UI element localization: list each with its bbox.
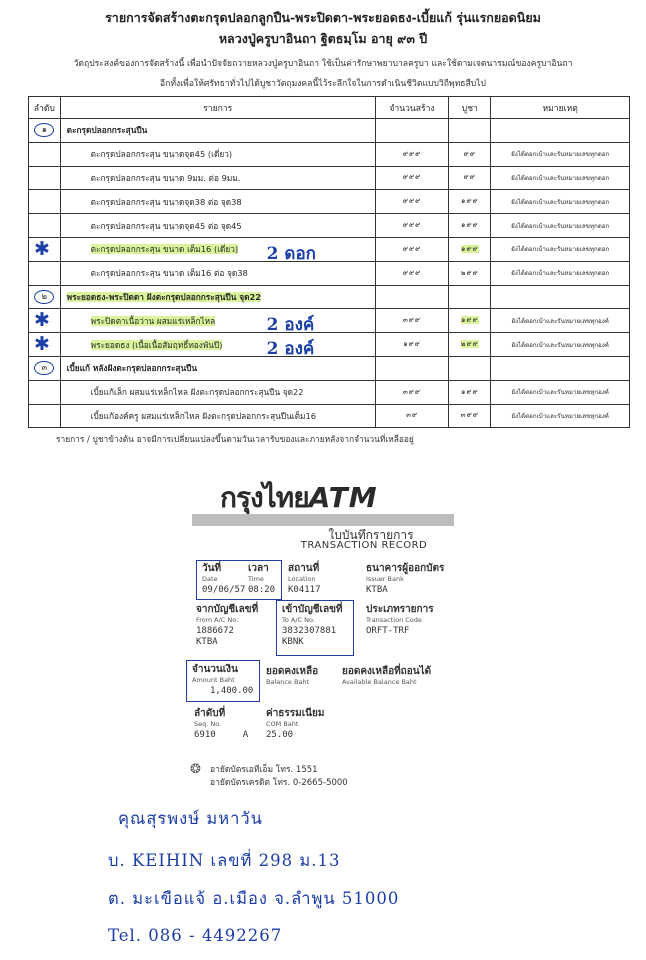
- item-name-text: พระยอดธง (เนื้อเนื้อสัมฤทธิ์ทองพันปี): [90, 339, 223, 350]
- from-label-en: From A/C No.: [196, 616, 239, 624]
- table-row: [29, 214, 630, 238]
- item-name-text: ตะกรุดปลอกกระสุน ขนาดจุด38 ต่อ จุด38: [90, 196, 242, 207]
- to-account-field: [282, 604, 343, 648]
- qty-cell: ๙๙๙: [375, 261, 449, 285]
- to-label-en: To A/C No.: [282, 616, 315, 624]
- purpose-line-1: วัตถุประสงค์ของการจัดสร้างนี้ เพื่อนำปัจจัยถวายหลวงปู่ครูบาอินถา ใช้เป็นค่ารักษาพยาบาลครูบา และใช้ตามเจตนารมณ์ของครูบาอินถา: [73, 59, 573, 69]
- qty-cell: ๓๙๙: [375, 309, 449, 333]
- seq-field: [194, 708, 248, 741]
- price-text: ๑๙๙: [460, 244, 479, 253]
- amount-label-th: จำนวนเงิน: [192, 664, 238, 675]
- qty-cell: ๙๙๙: [375, 190, 449, 214]
- from-account-value: 1886672: [196, 626, 234, 636]
- table-row: [29, 404, 630, 428]
- telephone: Tel. 086 - 4492267: [108, 926, 283, 945]
- section-row: [29, 356, 630, 380]
- note-cell: ยังได้ตอกเบ้าและรันหมายเลขทุกองค์: [491, 309, 630, 333]
- col-header-note: หมายเหตุ: [491, 97, 630, 119]
- date-value: 09/06/57: [202, 585, 246, 595]
- from-account-field: [196, 604, 258, 648]
- item-name-text: เบี้ยแก้เล็ก ผสมแร่เหล็กไหล ฝังตะกรุดปลอกกระสุนปืน จุด22: [90, 387, 304, 398]
- purpose-line-2: อีกทั้งเพื่อให้ศรัทธาทั่วไปได้บูชาวัตถุมงคลนี้ไว้ระลึกใจในการดำเนินชีวิตแบบวิถีพุทธสืบไป: [160, 79, 486, 89]
- price-cell: [449, 285, 491, 309]
- address-line-2: ต. มะเขือแจ้ อ.เมือง จ.ลำพูน 51000: [108, 889, 400, 908]
- qty-cell: ๙๙๙: [375, 214, 449, 238]
- section-row: [29, 119, 630, 143]
- item-name: [60, 237, 375, 264]
- price-text: ๒๙๙: [460, 340, 479, 349]
- title-line-2: หลวงปู่ครูบาอินถา ฐิตธมฺโม อายุ ๙๓ ปี: [218, 31, 428, 46]
- row-mark: [29, 380, 61, 404]
- note-cell: ยังได้ตอกเบ้าและรันหมายเลขทุกองค์: [491, 333, 630, 357]
- table-body: [29, 119, 630, 428]
- item-name: [60, 190, 375, 214]
- note-cell: ยังได้ตอกเบ้าและรันหมายเลขทุกดอก: [491, 237, 630, 261]
- time-value: 08:20: [248, 585, 276, 595]
- location-value: K04117: [288, 585, 321, 595]
- balance-label-en: Balance Baht: [266, 678, 310, 686]
- item-name-text: ตะกรุดปลอกกระสุน ขนาด 9มม. ต่อ 9มม.: [90, 172, 241, 183]
- issuer-value: KTBA: [366, 585, 388, 595]
- seq-code: A: [242, 730, 249, 740]
- transaction-type-field: [366, 604, 434, 637]
- issuer-label-en: Issuer Bank: [366, 575, 404, 583]
- seq-number: 6910: [194, 730, 216, 740]
- fee-value: 25.00: [266, 730, 294, 740]
- price-cell: [449, 380, 491, 404]
- receipt-title-th: ใบบันทึกรายการ: [328, 528, 414, 542]
- location-label-th: สถานที่: [288, 563, 320, 574]
- note-cell: ยังได้ตอกเบ้าและรันหมายเลขทุกองค์: [491, 404, 630, 428]
- atm-hotline: อายัดบัตรเอทีเอ็ม โทร. 1551: [210, 765, 318, 775]
- price-cell: [449, 237, 491, 261]
- to-label-th: เข้าบัญชีเลขที่: [282, 604, 343, 615]
- note-cell: [491, 356, 630, 380]
- receipt-title-en: TRANSACTION RECORD: [300, 540, 428, 551]
- date-label-en: Date: [202, 575, 218, 583]
- date-field: [202, 563, 245, 596]
- issuer-field: [366, 563, 444, 596]
- item-name-text: ตะกรุดปลอกกระสุน ขนาด เต็ม16 ต่อ จุด38: [90, 268, 248, 279]
- order-table: [28, 96, 630, 428]
- item-name: [60, 166, 375, 190]
- row-mark: [29, 142, 61, 166]
- credit-hotline: อายัดบัตรเครดิต โทร. 0-2665-5000: [210, 778, 348, 788]
- price-text: ๒๙๙: [460, 268, 479, 277]
- location-field: [288, 563, 321, 596]
- item-name: [60, 142, 375, 166]
- qty-cell: [375, 119, 449, 143]
- type-value: ORFT-TRF: [366, 626, 410, 636]
- note-cell: [491, 119, 630, 143]
- note-cell: [491, 285, 630, 309]
- table-row: [29, 309, 630, 333]
- from-bank-value: KTBA: [196, 637, 218, 647]
- fee-label-th: ค่าธรรมเนียม: [266, 708, 325, 719]
- date-label-th: วันที่: [202, 563, 222, 574]
- seq-label-en: Seq. No.: [194, 720, 222, 728]
- price-cell: [449, 214, 491, 238]
- row-number: [29, 285, 61, 309]
- row-number-circle: ๓: [34, 361, 54, 375]
- asterisk-mark-icon: ✱: [34, 237, 50, 260]
- price-text: ๑๙๙: [460, 316, 479, 325]
- fee-label-en: COM Baht: [266, 720, 299, 728]
- price-cell: [449, 404, 491, 428]
- time-label-en: Time: [248, 575, 264, 583]
- seq-label-th: ลำดับที่: [194, 708, 226, 719]
- section-title: [60, 285, 375, 309]
- to-account-value: 3832307881: [282, 626, 337, 636]
- row-number: [29, 119, 61, 143]
- item-name: [60, 214, 375, 238]
- item-name-text: ตะกรุดปลอกกระสุน ขนาดจุด45 ต่อ จุด45: [90, 220, 242, 231]
- row-mark: [29, 309, 61, 333]
- table-header-row: [29, 97, 630, 119]
- fee-field: [266, 708, 324, 741]
- balance-field: [266, 666, 318, 688]
- asterisk-mark-icon: ✱: [34, 333, 50, 356]
- amount-value: 1,400.00: [210, 686, 254, 696]
- hotline-lines: [210, 764, 348, 790]
- handwritten-quantity: 2 องค์: [266, 339, 315, 360]
- row-mark: [29, 261, 61, 285]
- address-line-1: บ. KEIHIN เลขที่ 298 ม.13: [108, 851, 341, 870]
- item-name: [60, 333, 375, 360]
- garuda-icon: ❂: [190, 762, 201, 777]
- col-header-price: บูชา: [449, 97, 491, 119]
- item-name-text: ตะกรุดปลอกกระสุน ขนาดจุด45 (เดี่ยว): [90, 149, 233, 160]
- price-cell: [449, 119, 491, 143]
- row-number-circle: ๑: [34, 123, 54, 137]
- col-header-no: ลำดับ: [29, 97, 61, 119]
- receipt-band: [192, 514, 454, 526]
- col-header-item: รายการ: [60, 97, 375, 119]
- available-balance-field: [342, 666, 431, 688]
- section-row: [29, 285, 630, 309]
- price-text: ๑๙๙: [460, 221, 479, 230]
- row-mark: [29, 214, 61, 238]
- qty-cell: [375, 285, 449, 309]
- section-title: [60, 119, 375, 143]
- qty-cell: ๙๙๙: [375, 237, 449, 261]
- table-row: [29, 166, 630, 190]
- section-title-text: ตะกรุดปลอกกระสุนปืน: [66, 125, 148, 136]
- asterisk-mark-icon: ✱: [34, 309, 50, 332]
- section-title-text: เบี้ยแก้ หลังฝังตะกรุดปลอกกระสุนปืน: [66, 363, 198, 374]
- section-title: [60, 356, 375, 380]
- row-mark: [29, 166, 61, 190]
- section-title-text: พระยอดธง-พระปิดตา ฝังตะกรุดปลอกกระสุนปืน จุด22: [66, 291, 262, 302]
- price-text: ๙๙: [463, 173, 476, 182]
- handwritten-quantity: 2 ดอก: [266, 243, 316, 264]
- col-header-qty: จำนวนสร้าง: [375, 97, 449, 119]
- price-cell: [449, 142, 491, 166]
- row-number: [29, 356, 61, 380]
- price-cell: [449, 166, 491, 190]
- type-label-en: Transaction Code: [366, 616, 422, 624]
- time-label-th: เวลา: [248, 563, 269, 574]
- table-footnote: รายการ / บูชาข้างต้น อาจมีการเปลี่ยนแปลงขึ้นตามวันเวลารับของและภายหลังจากจำนวนที่เหลืออยู่: [56, 434, 414, 444]
- title-line-1: รายการจัดสร้างตะกรุดปลอกลูกปืน-พระปิดตา-พระยอดธง-เบี้ยแก้ รุ่นแรกยอดนิยม: [105, 10, 541, 25]
- row-mark: [29, 333, 61, 357]
- seq-value: [194, 730, 248, 741]
- table-row: [29, 190, 630, 214]
- note-cell: ยังได้ตอกเบ้าและรันหมายเลขทุกดอก: [491, 261, 630, 285]
- note-cell: ยังได้ตอกเบ้าและรันหมายเลขทุกดอก: [491, 166, 630, 190]
- amount-field: [192, 664, 253, 697]
- item-name-text: พระปิดตาเนื้อว่าน ผสมแร่เหล็กไหล: [90, 315, 216, 326]
- item-name-text: เบี้ยแก้องค์ครู ผสมแร่เหล็กไหล ฝังตะกรุดปลอกกระสุนปืนเต็ม16: [90, 410, 317, 421]
- item-name: [60, 380, 375, 404]
- price-cell: [449, 261, 491, 285]
- item-name: [60, 261, 375, 285]
- type-label-th: ประเภทรายการ: [366, 604, 434, 615]
- time-field: [248, 563, 275, 596]
- table-row: [29, 333, 630, 357]
- row-number-circle: ๒: [34, 290, 54, 304]
- price-text: ๓๙๙: [460, 411, 479, 420]
- row-mark: [29, 190, 61, 214]
- price-text: ๑๙๙: [460, 197, 479, 206]
- balance-label-th: ยอดคงเหลือ: [266, 666, 319, 677]
- note-cell: ยังได้ตอกเบ้าและรันหมายเลขทุกดอก: [491, 142, 630, 166]
- qty-cell: ๙๙๙: [375, 166, 449, 190]
- price-text: ๙๙: [463, 149, 476, 158]
- logo-th: กรุงไทย: [220, 481, 309, 514]
- issuer-label-th: ธนาคารผู้ออกบัตร: [366, 563, 445, 574]
- item-name: [60, 404, 375, 428]
- table-row: [29, 380, 630, 404]
- item-name-text: ตะกรุดปลอกกระสุน ขนาด เต็ม16 (เดี่ยว): [90, 244, 239, 255]
- available-label-th: ยอดคงเหลือที่ถอนได้: [342, 666, 432, 677]
- price-text: ๑๙๙: [460, 387, 479, 396]
- atm-receipt: [170, 468, 460, 788]
- price-cell: [449, 333, 491, 357]
- price-cell: [449, 190, 491, 214]
- handwritten-quantity: 2 องค์: [266, 315, 315, 336]
- qty-cell: ๓๙๙: [375, 380, 449, 404]
- price-cell: [449, 356, 491, 380]
- price-cell: [449, 309, 491, 333]
- qty-cell: ๙๙๙: [375, 142, 449, 166]
- table-row: [29, 237, 630, 261]
- amount-label-en: Amount Baht: [192, 676, 235, 684]
- qty-cell: [375, 356, 449, 380]
- table-row: [29, 142, 630, 166]
- from-label-th: จากบัญชีเลขที่: [196, 604, 259, 615]
- note-cell: ยังได้ตอกเบ้าและรันหมายเลขทุกดอก: [491, 214, 630, 238]
- location-label-en: Location: [288, 575, 316, 583]
- to-bank-value: KBNK: [282, 637, 304, 647]
- row-mark: [29, 404, 61, 428]
- item-name: [60, 309, 375, 336]
- recipient-name: คุณสุรพงษ์ มหาวัน: [118, 809, 263, 828]
- row-mark: [29, 237, 61, 261]
- note-cell: ยังได้ตอกเบ้าและรันหมายเลขทุกดอก: [491, 190, 630, 214]
- table-row: [29, 261, 630, 285]
- available-label-en: Available Balance Baht: [342, 678, 417, 686]
- qty-cell: ๓๙: [375, 404, 449, 428]
- logo-atm: ATM: [308, 481, 378, 514]
- note-cell: ยังได้ตอกเบ้าและรันหมายเลขทุกองค์: [491, 380, 630, 404]
- qty-cell: ๑๙๙: [375, 333, 449, 357]
